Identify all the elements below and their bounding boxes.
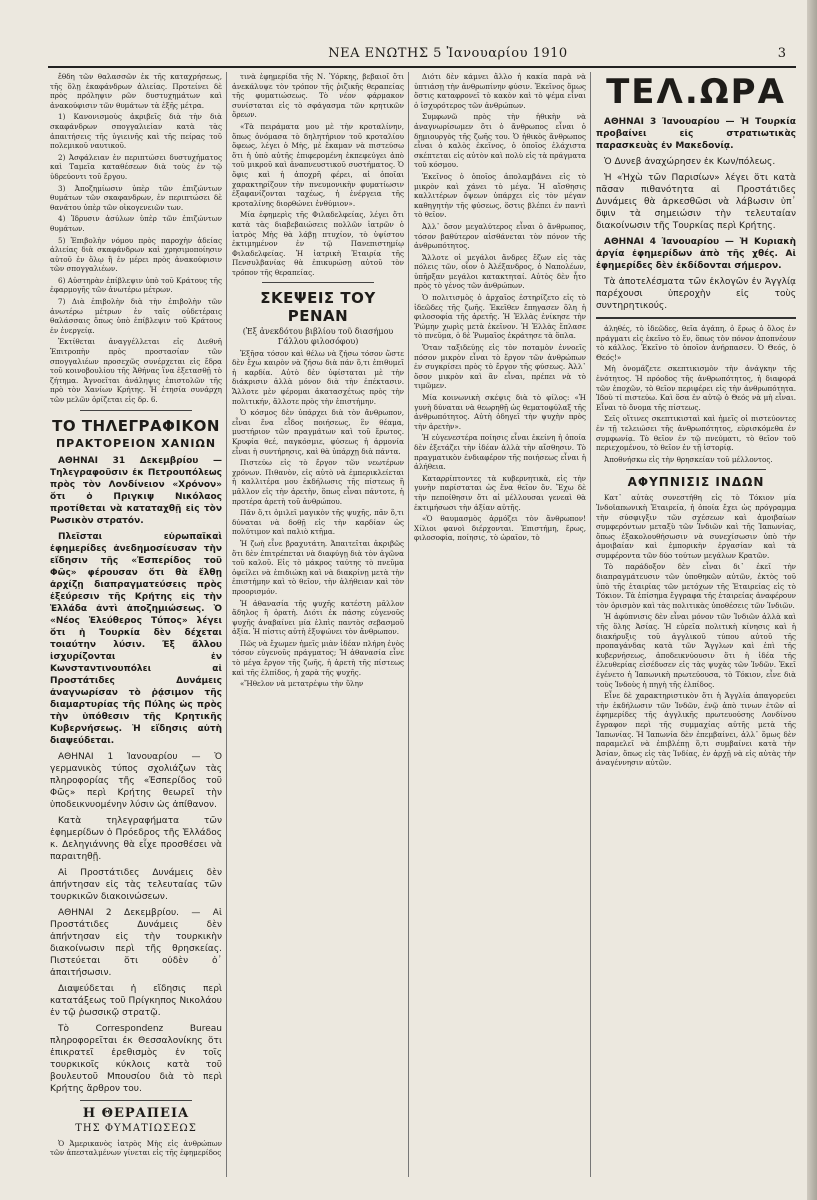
paragraph: Σεῖς οἵτινες σκεπτικισταὶ καὶ ἡμεῖς οἱ πιστεύοντες ἐν τῇ τελειώσει τῆς ἀνθρωπότητος, εὑρισκόμεθα ἐν συμφωνίᾳ. Τὸ θεῖον ἐν τῷ πνεύματι, τὸ θεῖον τοῦ περιεχομένου, τὸ θεῖον ἐν τῇ ἱστορίᾳ.	[596, 414, 796, 453]
masthead	[48, 44, 796, 68]
paragraph: Ὁ κόσμος δὲν ὑπάρχει διὰ τὸν ἄνθρωπον, εἶναι ἕνα εἶδος ποιήσεως, ἓν θέαμα, μυστήριον τῶν πραγμάτων καὶ τοῦ ἔρωτος. Κρυφία θεέ, παγκόσμιε, φύσεως ἡ ἀρμονία εἶναι ἡ συντήρησις, καὶ θὰ ὑπάρχῃ διὰ πάντα.	[232, 408, 404, 456]
telegram-item: Αἱ Προστάτιδες Δυνάμεις δὲν ἀπήντησαν εἰς τὰς τελευταίας τῶν τουρκικῶν διακοινώσεων.	[50, 867, 222, 902]
divider	[262, 282, 374, 283]
divider	[80, 1100, 192, 1101]
paragraph: «Ἤθελον νὰ μετατρέψω τὴν ὕλην	[240, 679, 364, 689]
column-1	[50, 72, 222, 1182]
late-news-item: ΑΘΗΝΑΙ 3 Ἰανουαρίου — Ἡ Τουρκία προβαίνει εἰς στρατιωτικὰς παρασκευὰς ἐν Μακεδονίᾳ.	[596, 117, 796, 151]
late-news-item: Ὁ Δυνεβ ἀναχώρησεν ἐκ Κων/πόλεως.	[604, 157, 776, 167]
paragraph: 5) Ἐπιβολὴν νόμου πρὸς παροχὴν ἀδείας ἁλιείας διὰ σκαφάνδρων καὶ χρησιμοποίησιν αὐτοῦ ἐν ὅλῳ ἢ ἐν μέρει πρὸς ἀνακούφισιν τῶν σπογγαλιέων.	[50, 235, 222, 274]
section-subheading-telegraph: ΠΡΑΚΤΟΡΕΙΟΝ ΧΑΝΙΩΝ	[55, 436, 217, 450]
paragraph: Ἀλλ᾽ ὅσον μεγαλύτερος εἶναι ὁ ἄνθρωπος, τόσον βαθύτερον αἰσθάνεται τὸν πόνον τῆς ἀνθρωπότητος.	[414, 221, 586, 251]
telegram-item: ΑΘΗΝΑΙ 31 Δεκεμβρίου — Τηλεγραφοῦσιν ἐκ Πετρουπόλεως πρὸς τὸν Λονδίνειον «Χρόνον» ὅτι ὁ Πριγκιψ Νικόλαος προτίθεται νὰ καταταχθῇ εἰς τὸν Ρωσικὸν στρατόν.	[50, 455, 222, 526]
section-heading-indians: ΑΦΥΠΝΙΣΙΣ ΙΝΔΩΝ	[627, 475, 765, 490]
paragraph: 6) Αὐστηρὰν ἐπίβλεψιν ὑπὸ τοῦ Κράτους τῆς ἐφαρμογῆς τῶν ἀνωτέρω μέτρων.	[50, 275, 222, 295]
telegram-item: Κατὰ τηλεγραφήματα τῶν ἐφημερίδων ὁ Πρόεδρος τῆς Ἑλλάδος κ. Δεληγιάννης θὰ εἶχε προσθέσει νὰ παραιτηθῇ.	[50, 815, 222, 862]
paragraph: 3) Ἀποζημίωσιν ὑπὲρ τῶν ἐπιζώντων θυμάτων τῶν σκαφανδρων, ἐν περιπτώσει δὲ θανάτου ὑπὲρ τῶν οἰκογενειῶν των.	[50, 183, 222, 212]
paragraph: Ὁ πολιτισμὸς ὁ ἀρχαῖος ἐστηρίζετο εἰς τὸ ἰδεῶδες τῆς ζωῆς. Ἐκεῖθεν ἔπηγασεν ὅλη ἡ φιλοσοφία τῆς ἀρετῆς. Ἡ Ἑλλὰς ἐνίκησε τὴν Ῥώμην χωρὶς μετὰ ἐκεῖνον. Ἡ Ἑλλὰς ἔπλασε τὸ πνεῦμα, ὁ δὲ Ῥωμαῖος ἐκράτησε τὰ ὅπλα.	[414, 293, 586, 341]
paragraph: Κατ᾽ αὐτὰς συνεστήθη εἰς τὸ Τόκιον μία Ἰνδοϊαπωνικὴ Ἑταιρεία, ἡ ὁποία ἔχει ὡς πρόγραμμα τὴν σύσφιγξιν τῶν σχέσεων καὶ ἀμοιβαίων συμφερόντων μεταξὺ τῶν Ἰνδιῶν καὶ τῆς Ἰαπωνίας, ὅπως ἐξακολουθήσωσιν νὰ συνεχίσωσιν ὑπὸ τὴν ἀμοιβαίαν καὶ ἐμπορικὴν ἐργασίαν καὶ τὰ συμφέροντα τῶν δύο τούτων μεγάλων Κρατῶν.	[596, 493, 796, 560]
paragraph: Ὁ Ἀμερικανὸς ἰατρὸς Μὴς εἰς ἀνθρώπων τῶν ἀπεσταλμένων γίνεται εἰς τῆς ἐφημερίδος	[50, 1138, 222, 1158]
paragraph: 4) Ἱδρυσιν ἀσύλων ὑπὲρ τῶν ἐπιζώντων θυμάτων.	[50, 214, 222, 233]
divider	[626, 469, 766, 470]
paragraph: Διότι δὲν κάμνει ἄλλο ἡ κακία παρὰ νὰ ὑπτιάσῃ τὴν ἀνθρωπίνην φύσιν. Ἐκεῖνος ὅμως ὅστις καταφρονεῖ τὸ κακὸν καὶ τὸ ψέμα εἶναι ὁ ἰσχυρότερος τῶν ἀνθρώπων.	[414, 72, 586, 110]
paragraph: Ἐκτίθεται ἀναγγέλλεται εἰς Διεθνῆ Ἐπιτροπὴν πρὸς προστασίαν τῶν σπογγαλιέων προσεχῶς συνέρχεται εἰς ἔδρα τοῦ κοινοβουλίου τῆς Ἀθήνας ἵνα ἐξετασθῇ τὸ ζήτημα. Ἀγνοεῖται ἀνάληψις ἐπιστολῶν τῆς πρὸ τὸν Χανίων Κρήτης. Ἡ ἐτησία συνάρχη τῶν μελῶν ὁρίζεται εἰς δρ. 6.	[50, 337, 222, 404]
paragraph: Εἶνε δὲ χαρακτηριστικὸν ὅτι ἡ Ἀγγλία ἀπαγορεύει τὴν ἐκδήλωσιν τῶν Ἰνδῶν, ἐνῷ ἀπὸ τινων ἐτῶν αἱ ἐφημερίδες τῆς ἀγγλικῆς πρωτευούσης Λονδίνου ἔγραφον περὶ τῆς συμμαχίας αὐτῆς μετὰ τῆς Ἰαπωνίας. Ἡ Ἰαπωνία δὲν ἐπεμβαίνει, ἀλλ᾽ ὅμως δὲν παραμελεῖ νὰ ἐπιβλέπῃ ὅ,τι συμβαίνει κατὰ τὴν Ἀσίαν, ὅπως εἰς τὰς Ἰνδίας, ἐν ἀρχῇ νὰ εἰς αὐτὰς τὴν ἀναγέννησιν αὐτῶν.	[596, 691, 796, 768]
paragraph: Ἡ ζωὴ εἶνε βραχυτάτη. Ἀπαιτεῖται ἀκριβῶς ὅτι δὲν ἐπιτρέπεται νὰ διαφύγῃ διὰ τὸν ἀγῶνα τοῦ καλοῦ. Εἰς τὸ μάκρος ταύτης τὸ πνεῦμα ὀφείλει νὰ ἐπιδιώκῃ καὶ νὰ διακρίνῃ μετὰ τὴν ἐπιστήμην καὶ τὸ θεῖον, τὴν ἀλήθειαν καὶ τὸν προορισμόν.	[232, 538, 404, 596]
paragraph: τινὰ ἐφημερίδα τῆς Ν. Ὑόρκης, βεβαιοῖ ὅτι ἀνεκάλυψε τὸν τρόπον τῆς ῥιζικῆς θεραπείας τῆς φυματιώσεως. Τὸ νέον φάρμακον συνίσταται εἰς τὸ σφάγασμα τῶν κρητικῶν ὄρεων.	[232, 72, 404, 120]
paragraph: Μία ἐφημερὶς τῆς Φιλαδελφείας, λέγει ὅτι κατὰ τὰς διαβεβαιώσεις πολλῶν ἰατρῶν ὁ ἰατρὸς Μὴς θὰ λάβῃ πτυχίον, τὸ ὑψίστου ἐκτιμημένον ἐν τῷ Πανεπιστημίῳ Φιλαδελφείας. Ἡ ἰατρικὴ Ἐταιρία τῆς Πενσυλβανίας θὰ ἐπικυρώσῃ αὐτοῦ τὸν τρόπον τῆς θεραπείας.	[232, 210, 404, 277]
column-rule	[226, 72, 227, 1177]
paragraph: ἀληθές, τὸ ἰδεῶδες, θεῖα ἀγάπη, ὁ ἔρως ὁ ὅλος ἐν πράγματι εἰς ἐκεῖνο τὸ ἕν, ὅπως τὸν πόνον ἀποπνέουν τὸ κάλλος. Ἐκεῖνο τὸ ὁποῖον ἀνήρπασεν. Ὁ Θεός, ὁ Θεός!»	[596, 324, 796, 362]
paragraph: Πῶς νὰ ἔχωμεν ἡμεῖς μιὰν ἰδέαν πλήρη ἐνὸς τόσον εὐγενοῦς πράγματος; Ἡ ἀθανασία εἶνε τὸ μέγα ἔργον τῆς ζωῆς, ἡ ἀρετὴ τῆς πίστεως καὶ τῆς ἐλπίδος, ἡ χαρὰ τῆς ψυχῆς.	[232, 638, 404, 677]
section-subheading-renan: (Ἐξ ἀνεκδότου βιβλίου τοῦ διασήμου Γάλλου φιλοσόφου)	[242, 327, 394, 347]
late-news-item: Ἡ «Ἠχὼ τῶν Παρισίων» λέγει ὅτι κατὰ πᾶσαν πιθανότητα αἱ Προστάτιδες Δυνάμεις θὰ ἀρκεσθῶσι νὰ λάβωσιν ὑπ᾽ ὄψιν τὰ σημειώσιν τὴν τελευταίαν διακοίνωσιν τῆς Τουρκίας περὶ Κρήτης.	[596, 173, 796, 231]
paragraph: Ἐξῆσα τόσον καὶ θέλω νὰ ζήσω τόσον ὥστε δὲν ἔχω καιρὸν νὰ ζήσω διὰ πάν ὅ,τι ἐπιθυμεῖ ἡ καρδία. Αὐτὸ δὲν ὑφίσταται μὲ τὴν διάκρισιν ἀλλὰ μόνον διὰ τὴν ἐπέκτασιν. Ἄλλοτε μὲν φέρομαι ἀκατασχέτως πρὸς τὴν πολιτικήν, ἄλλοτε πρὸς τὴν ἐπιστήμην.	[232, 348, 404, 406]
section-subheading-therapy: ΤΗΣ ΦΥΜΑΤΙΩΣΕΩΣ	[75, 1122, 197, 1134]
paragraph: Συμφωνῶ πρὸς τὴν ἠθικὴν νὰ ἀναγνωρίσωμεν ὅτι ὁ ἄνθρωπος εἶναι ὁ δημιουργὸς τῆς ζωῆς του. Ὁ ἠθικὸς ἄνθρωπος εἶναι ὁ καλὸς ἐκεῖνος, ὁ ὁποῖος ἐλάχιστα σκέπτεται εἰς αὑτὸν καὶ πολὺ εἰς τὰ πράγματα τοῦ κόσμου.	[414, 112, 586, 170]
late-news-title: ΤΕΛ.ΩΡΑ	[606, 72, 786, 112]
page-edge-shadow	[807, 0, 817, 1200]
paragraph: Ὅταν ταξιδεύῃς εἰς τὸν ποταμὸν ἐννοεῖς πόσον μικρὸν εἶναι τὸ ἔργον τῶν ἀνθρώπων ἐν συγκρίσει πρὸς τὸ ἔργον τῆς φύσεως. Ἀλλ᾽ ὅσον μικρὸν καὶ ἂν εἶναι, πρέπει νὰ τὸ τιμῶμεν.	[414, 343, 586, 391]
telegram-item: Πλεῖσται εὐρωπαϊκαὶ ἐφημερίδες ἀνεδημοσίευσαν τὴν εἴδησιν τῆς «Ἐσπερίδος τοῦ Φῶς» φέρουσαν ὅτι θὰ ἔλθῃ ἀρχίζῃ διαπραγματεύσεις πρὸς ἐξεύρεσιν τῆς Κρήτης εἰς τὴν Ἑλλάδα ἀντὶ ἀποζημιώσεως. Ὁ «Νέος Ἐλεύθερος Τύπος» λέγει ὅτι ἡ Τουρκία δὲν δέχεται τοιαύτην λύσιν. Ἐξ ἄλλου ἰσχυρίζονται ἐν Κωνσταντινουπόλει αἱ Προστάτιδες Δυνάμεις ἀναγνωρίσαν τὸ ῥᾴσιμον τῆς διαμαρτυρίας τῆς Πύλης ὡς πρὸς τὴν ὑπόθεσιν τῆς Κρητικῆς Κυβερνήσεως. Ἡ εἴδησις αὐτὴ διαψεύδεται.	[50, 531, 222, 746]
telegram-item: ΑΘΗΝΑΙ 1 Ἰανουαρίου — Ὁ γερμανικὸς τύπος σχολιάζων τὰς πληροφορίας τῆς «Ἐσπερίδος τοῦ Φῶς» περὶ Κρήτης θεωρεῖ τὴν ὑποδεικνυομένην λύσιν ὡς ἀπίθανον.	[50, 751, 222, 810]
paragraph: Πᾶν ὅ,τι ὁμιλεῖ μαγικὸν τῆς ψυχῆς, πᾶν ὅ,τι δύναται νὰ δοθῇ εἰς τὴν καρδίαν ὡς πολύτιμον καὶ παλιὸ κτῆμα.	[232, 508, 404, 537]
section-heading-therapy: Η ΘΕΡΑΠΕΙΑ	[82, 1105, 190, 1121]
telegram-item: ΑΘΗΝΑΙ 2 Δεκεμβρίου. — Αἱ Προστάτιδες Δυνάμεις δὲν ἀπήντησαν εἰς τὴν τουρκικὴν διακοίνωσιν περὶ τῆς θρησκείας. Πιστεύεται ὅτι οὐδὲν ὁ᾽ ἀπαιτήσωσιν.	[50, 907, 222, 978]
paragraph: Ἡ ἀφύπνισις δὲν εἶναι μόνον τῶν Ἰνδιῶν ἀλλὰ καὶ τῆς ὅλης Ἀσίας. Ἡ εὐρεῖα πολιτικὴ κίνησις καὶ ἡ διακήρυξις τοῦ ἀγγλικοῦ τύπου αὐτοῦ τῆς προπαγάνδας κατὰ τῶν Ἄγγλων καὶ ἐπὶ τῆς κυβερνήσεως, ἀποδεικνύουσιν ὅτι ἡ ἰδέα τῆς ἐλευθερίας εἰσέδυσεν εἰς τὰς ψυχὰς τῶν Ἰνδῶν. Ἐκεῖ ἐγένετο ἡ Ἰαπωνικὴ πρωτεύουσα, τὸ Τόκιον, εἶνε διὰ τοὺς Ἰνδοὺς ἡ πηγὴ τῆς ἐλπίδος.	[596, 612, 796, 689]
paragraph: 1) Κανονισμοὺς ἀκριβεῖς διὰ τὴν διὰ σκαφάνδρων σπογγαλιείαν κατὰ τὰς ἀπαιτήσεις τῆς ὑγιεινῆς καὶ τῆς πείρας τοῦ πολεμικοῦ ναυτικοῦ.	[50, 112, 222, 151]
paragraph: 2) Ἀσφάλειαν ἐν περιπτώσει δυστυχήματος καὶ Ταμεῖα καταθέσεων διὰ τοὺς ἐν τῷ ὑδρεύοντι τοῦ ἔργου.	[50, 152, 222, 181]
paragraph: 7) Διὰ ἐπιβολὴν διὰ τὴν ἐπιβολὴν τῶν ἀνωτέρω μέτρων ἐν ταῖς οὐδετέραις θαλάσσαις ὅπως ὑπὸ ἐπίβλεψιν τοῦ Κράτους ἐν ἐνεργείᾳ.	[50, 297, 222, 335]
paragraph: Πιστεύω εἰς τὸ ἔργον τῶν νεωτέρων χρόνων. Πιθανὸν, εἰς αὐτὸ νὰ ἐμπερικλείεται ἡ καλλιτέρα μου ἐκδήλωσις τῆς πίστεως ἢ μᾶλλον εἰς τὴν ἀρετὴν, ὅπως εἶναι πάντοτε, ἡ προτέρα ἀρετὴ τοῦ ἀνθρώπου.	[232, 458, 404, 506]
section-heading-telegraph: ΤΟ ΤΗΛΕΓΡΑΦΙΚΟΝ	[52, 416, 220, 435]
late-news-item: ΑΘΗΝΑΙ 4 Ἰανουαρίου — Ἡ Κυριακὴ ἀργία ἐφημερίδων ἀπὸ τῆς χθές. Αἱ ἐφημερίδες δὲν ἐκδίδονται σήμερον.	[596, 237, 796, 271]
paragraph: Ἐκεῖνος ὁ ὁποῖος ἀπολαμβάνει εἰς τὸ μικρὸν καὶ χάνει τὸ μέγα. Ἡ αἴσθησις καλλιτέρων ὄψεων ὑπάρχει εἰς τὸν μέγαν καθηγητὴν τῆς φύσεως, ὅστις βλέπει ἐν παντὶ τὸ θεῖον.	[414, 171, 586, 220]
paragraph: Καταρρίπτοντες τὰ κυβερνητικὰ, εἰς τὴν γυνὴν παρίσταται ὡς ἕνα θεῖον ὄν. Ἔχω δὲ τὴν πεποίθησιν ὅτι αἱ μέλλουσαι γενεαὶ θὰ ἐκτιμήσωσι τὴν ἀξίαν αὐτῆς.	[414, 473, 586, 512]
paragraph: Μία κοινωνικὴ σκέψις διὰ τὸ φίλος: «Ἡ γυνὴ δύναται νὰ θεωρηθῇ ὡς θεματοφύλαξ τῆς ἀνθρωπότητος. Αὐτὴ ὁδηγεῖ τὴν ψυχὴν πρὸς τὴν ἀρετὴν».	[414, 393, 586, 431]
paragraph: Ἀποθνήσκω εἰς τὴν θρησκείαν τοῦ μέλλοντος.	[604, 454, 773, 464]
telegram-item: Τὸ Correspondenz Bureau πληροφορεῖται ἐκ Θεσσαλονίκης ὅτι ἐπικρατεῖ ἐρεθισμὸς ἐν τοῖς τουρκικοῖς κύκλοις κατὰ τοῦ βουλευτοῦ Μπουσίου διὰ τὸ περὶ Κρήτης ἄρθρον του.	[50, 1023, 222, 1094]
paragraph: Ἡ εὐγενεστέρα ποίησις εἶναι ἐκείνη ἡ ὁποία δὲν ἐξετάζει τὴν ἰδέαν ἀλλὰ τὴν αἴσθησιν. Τὸ πραγματικὸν ἐνδιαφέρον τῆς ποιήσεως εἶναι ἡ ἀλήθεια.	[414, 433, 586, 472]
late-news-item: Τὰ ἀποτελέσματα τῶν ἐκλογῶν ἐν Ἀγγλίᾳ παρέχουσι ὑπεροχὴν εἰς τοὺς συντηρητικούς.	[596, 277, 796, 311]
column-2	[232, 72, 404, 1182]
column-rule	[408, 72, 409, 1177]
column-rule	[590, 72, 591, 1177]
page-number: 3	[777, 46, 786, 61]
divider	[596, 317, 796, 319]
masthead-title: ΝΕΑ ΕΝΩΤΗΣ 5 Ἰανουαρίου 1910	[328, 46, 568, 61]
paragraph: «Ὁ θαυμασμὸς ἀρμόζει τὸν ἄνθρωπον! Χίλιοι φανοὶ διέρχονται. Ἐπιστήμη, ἔρως, φιλοσοφία, ποίησις, τὸ ὡραῖον, τὸ	[414, 514, 586, 543]
paragraph: ἔθδη τῶν θαλασσῶν ἐκ τῆς καταχρήσεως, τῆς ὅλῃ ἐκαφάνδρων ἁλιείας. Προτείνει δὲ πρὸς πρόληψιν ρῶν δυστυχημάτων καὶ ἀνακούφισιν τῶν θυμάτων τὰ ἑξῆς μέτρα.	[50, 72, 222, 110]
divider	[80, 410, 192, 411]
column-3	[414, 72, 586, 1182]
paragraph: «Τὰ πειράματα μου μὲ τὴν κροταλίνην, ὅπως ὀνόμασα τὸ δηλητήριον τοῦ κροταλίου ὄφεως, λέγει ὁ Μὴς, μὲ ἔκαμαν νὰ πιστεύσω ὅτι ἡ ὑπὸ αὐτῆς ἐπιφερομένη ἐκπεφεύγει ἀπὸ τοῦ μικροῦ καὶ ἀναπνευστικοῦ συστήματος. Ὁ ὄφις καὶ ἡ ἀποχρῆ φέρει, αἱ ὁποῖαι χαρακτηρίζουν τὴν πνευμονικὴν φυματίωσιν ἐξαφανίζονται ταχέως, ἡ ἐνέργεια τῆς κροταλίνης διορθώνει ἐνθύμιον».	[232, 121, 404, 208]
telegram-item: Διαψεύδεται ἡ εἴδησις περὶ κατατάξεως τοῦ Πρίγκηπος Νικολάου ἐν τῷ ῥωσσικῷ στρατῷ.	[50, 983, 222, 1018]
paragraph: Μὴ ὀνομάζετε σκεπτικισμὸν τὴν ἀνάγκην τῆς ἑνότητος. Ἡ πρόοδος τῆς ἀνθρωπότητος, ἡ διαφορά τῶν ἐποχῶν, τὸ θεῖον περιφέρει εἰς τὴν ἀνθρωπότητα. Ἰδοὺ τί πιστεύω. Καὶ ὅσα ἐν αὐτῷ ὁ Θεός νὰ μὴ εἶναι. Εἶναι τὸ ὄνομα τῆς πίστεως.	[596, 364, 796, 412]
paragraph: Τὸ παράδοξον δὲν εἶναι δι᾽ ἐκεῖ τὴν διαπραγμάτευσιν τῶν ὑποθηκῶν αὐτῶν, ἐκτὸς τοῦ ὑπὸ τῆς ἑταιρίας τῶν μετόχων τῆς Ἑταιρείας εἰς τὸ Τόκιον. Τὰ ἐπίσημα ἔγγραφα τῆς ἑταιρείας ἀναφέρουν τὸν ὁρισμὸν καὶ τὰς πολιτικὰς ὑποθέσεις τῶν Ἰνδιῶν.	[596, 562, 796, 610]
section-heading-renan: ΣΚΕΨΕΙΣ ΤΟΥ ΡΕΝΑΝ	[260, 289, 376, 326]
column-4	[596, 72, 796, 1182]
paragraph: Ἄλλοτε οἱ μεγάλοι ἄνδρες ἔζων εἰς τὰς πόλεις τῶν, οἷον ὁ Ἀλέξανδρος, ὁ Ναπολέων, ὑπῆρξαν μεγάλοι κατακτηταί. Αὐτὸς δὲν ἦτο πρὸς τὸ γένος τῶν ἀνθρώπων.	[414, 252, 586, 291]
paragraph: Ἡ ἀθανασία τῆς ψυχῆς κατέστη μᾶλλον ἄδηλος ἢ ὁρατὴ. Διότι ἐκ πάσης εὐγενοῦς ψυχῆς ἀναβαίνει μία ἐλπὶς παντὸς σεβασμοῦ ἀξία. Ἡ πίστις αὐτὴ ἐξυψώνει τὸν ἄνθρωπον.	[232, 598, 404, 637]
